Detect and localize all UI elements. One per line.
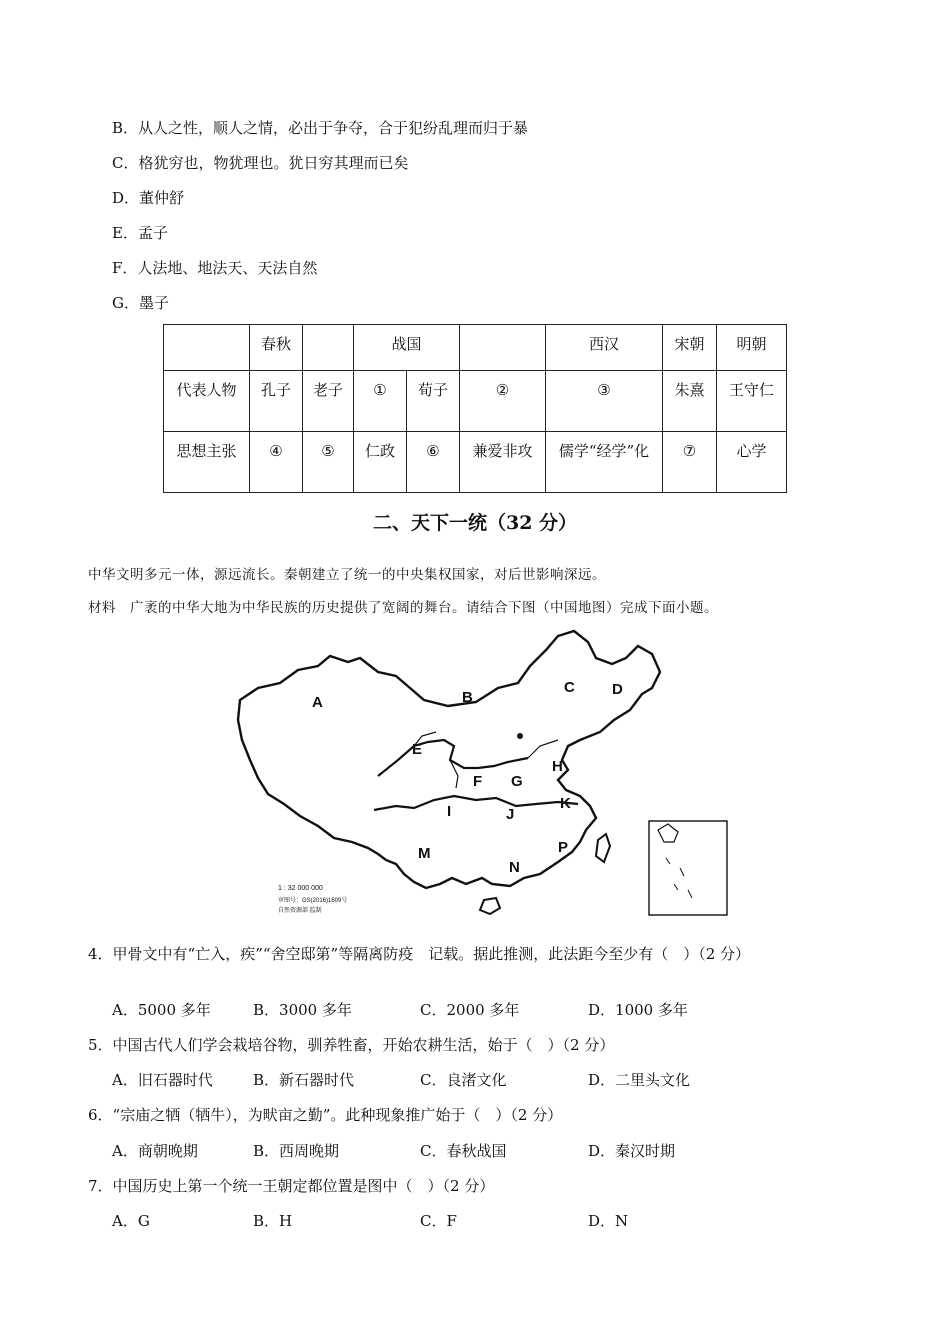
question-7: 7．中国历史上第一个统一王朝定都位置是图中（ ）（2 分）	[88, 1177, 495, 1195]
section-title: 二、天下一统（32 分）	[372, 512, 578, 534]
table-cell	[460, 325, 546, 371]
option-a[interactable]: A．商朝晚期	[112, 1142, 198, 1160]
table-cell: ⑦	[663, 432, 717, 493]
table-cell: ③	[546, 371, 663, 432]
table-cell: 兼爱非攻	[460, 432, 546, 493]
table-cell: 战国	[354, 325, 460, 371]
philosophy-table	[163, 324, 787, 493]
capital-marker-icon	[517, 733, 523, 739]
choice-b: B．从人之性，顺人之情，必出于争夺，合于犯纷乱理而归于暴	[112, 119, 529, 137]
option-a[interactable]: A．G	[112, 1212, 150, 1230]
table-cell: 代表人物	[164, 371, 250, 432]
option-d[interactable]: D．二里头文化	[588, 1071, 691, 1089]
choice-d: D．董仲舒	[112, 189, 185, 207]
map-label-e: E	[412, 741, 423, 758]
question-5: 5．中国古代人们学会栽培谷物，驯养牲畜，开始农耕生活，始于（ ）（2 分）	[88, 1036, 615, 1054]
table-cell: 老子	[303, 371, 354, 432]
table-cell: ④	[250, 432, 303, 493]
map-label-n: N	[509, 859, 520, 876]
table-cell: 朱熹	[663, 371, 717, 432]
choice-e: E．孟子	[112, 224, 168, 242]
table-row	[164, 371, 787, 432]
choice-g: G．墨子	[112, 294, 169, 312]
map-label-m: M	[418, 845, 431, 862]
table-cell: 明朝	[717, 325, 787, 371]
map-label-c: C	[564, 679, 575, 696]
table-cell: 仁政	[354, 432, 407, 493]
table-cell	[303, 325, 354, 371]
table-header-row	[164, 325, 787, 371]
option-a[interactable]: A．旧石器时代	[112, 1071, 213, 1089]
option-d[interactable]: D．秦汉时期	[588, 1142, 676, 1160]
table-cell: 儒学“经学”化	[546, 432, 663, 493]
table-cell: 王守仁	[717, 371, 787, 432]
option-c[interactable]: C．良渚文化	[420, 1071, 507, 1089]
table-cell: 宋朝	[663, 325, 717, 371]
intro-paragraph: 中华文明多元一体，源远流长。秦朝建立了统一的中央集权国家，对后世影响深远。	[88, 567, 606, 583]
map-label-h: H	[552, 758, 563, 775]
china-map	[228, 628, 728, 920]
choice-c: C．格犹穷也，物犹理也。犹日穷其理而已矣	[112, 154, 409, 172]
table-cell	[164, 325, 250, 371]
table-cell: 西汉	[546, 325, 663, 371]
table-cell: ②	[460, 371, 546, 432]
table-cell: ①	[354, 371, 407, 432]
table-cell: ⑤	[303, 432, 354, 493]
table-cell: 孔子	[250, 371, 303, 432]
choice-f: F．人法地、地法天、天法自然	[112, 259, 318, 277]
option-b[interactable]: B．新石器时代	[253, 1071, 355, 1089]
map-label-b: B	[462, 689, 473, 706]
option-c[interactable]: C．F	[420, 1212, 457, 1230]
map-label-i: I	[447, 803, 452, 820]
option-c[interactable]: C．2000 多年	[420, 1001, 520, 1019]
table-cell: 思想主张	[164, 432, 250, 493]
question-4: 4．甲骨文中有“亡入，疾”“舍空邸第”等隔离防疫 记载。据此推测，此法距今至少有（ ）（2 分）	[88, 945, 751, 963]
map-label-d: D	[612, 681, 623, 698]
table-cell: 荀子	[407, 371, 460, 432]
map-label-g: G	[511, 773, 523, 790]
option-b[interactable]: B．西周晚期	[253, 1142, 340, 1160]
map-label-j: J	[506, 806, 515, 823]
taiwan-island-icon	[596, 834, 610, 862]
option-c[interactable]: C．春秋战国	[420, 1142, 507, 1160]
option-d[interactable]: D．1000 多年	[588, 1001, 688, 1019]
map-label-f: F	[473, 773, 483, 790]
map-label-p: P	[558, 839, 569, 856]
table-cell: 春秋	[250, 325, 303, 371]
map-label-a: A	[312, 694, 323, 711]
table-cell: 心学	[717, 432, 787, 493]
option-a[interactable]: A．5000 多年	[112, 1001, 211, 1019]
hainan-island-icon	[480, 898, 500, 914]
table-cell: ⑥	[407, 432, 460, 493]
map-credit: 审图号：GS(2016)1609号	[278, 898, 348, 904]
option-b[interactable]: B．3000 多年	[253, 1001, 352, 1019]
map-label-k: K	[560, 795, 571, 812]
option-d[interactable]: D．N	[588, 1212, 629, 1230]
map-scale: 1 : 32 000 000	[278, 885, 323, 892]
option-b[interactable]: B．H	[253, 1212, 293, 1230]
map-credit-2: 自然资源部 监制	[278, 908, 322, 914]
material-paragraph: 材料 广袤的中华大地为中华民族的历史提供了宽阔的舞台。请结合下图（中国地图）完成下面小题。	[88, 600, 718, 616]
table-row	[164, 432, 787, 493]
question-6: 6．“宗庙之牺（牺牛），为畎亩之勤”。此种现象推广始于（ ）（2 分）	[88, 1106, 563, 1124]
